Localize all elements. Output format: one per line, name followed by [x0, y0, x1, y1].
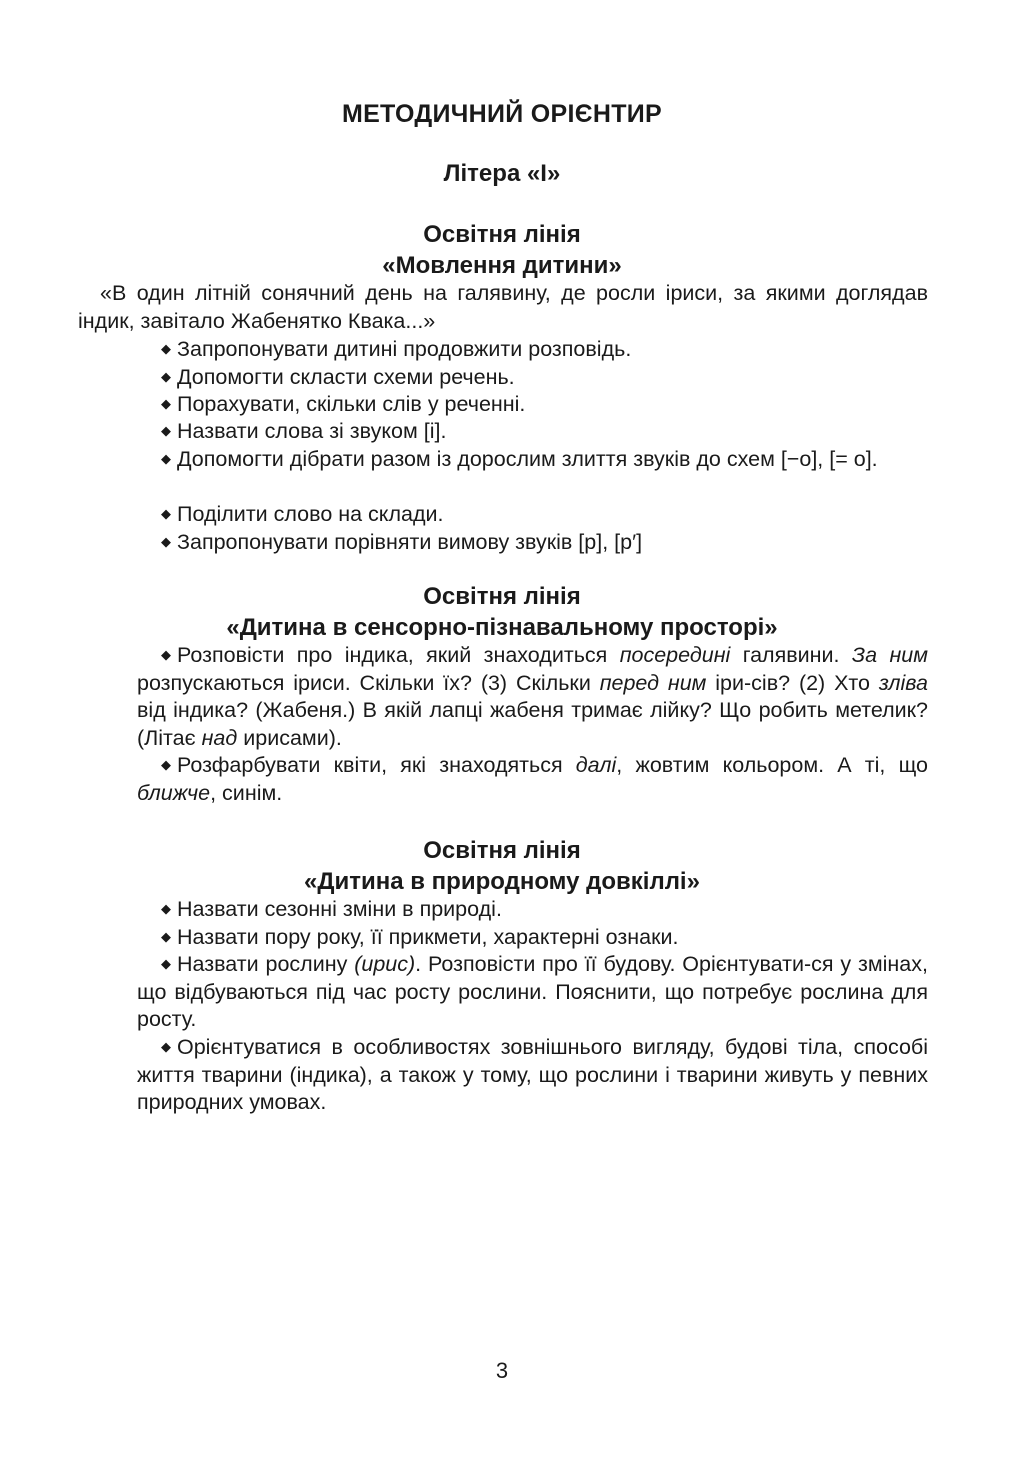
section1-item: ◆ Допомогти дібрати разом із дорослим злиття звуків до схем [−о], [= о].	[161, 447, 878, 471]
bullet-icon: ◆	[161, 956, 171, 971]
section1-heading-line2: «Мовлення дитини»	[382, 252, 622, 279]
section1-item: ◆ Запропонувати порівняти вимову звуків [р], [р′]	[161, 530, 643, 554]
bullet-icon: ◆	[161, 423, 171, 438]
section3-heading-line2: «Дитина в природному довкіллі»	[304, 868, 700, 895]
letter-heading: Літера «І»	[443, 160, 561, 187]
section3-paragraph-3: ◆ Назвати рослину (ирис). Розповісти про її будову. Орієнтувати-ся у змінах, що відбуваються під час росту рослини. Пояснити, що потребує рослина для росту.	[137, 952, 928, 1031]
bullet-icon: ◆	[161, 647, 171, 662]
bullet-icon: ◆	[161, 901, 171, 916]
section1-item: ◆ Допомогти скласти схеми речень.	[161, 365, 515, 389]
bullet-icon: ◆	[161, 534, 171, 549]
bullet-icon: ◆	[161, 506, 171, 521]
section1-item: ◆ Поділити слово на склади.	[161, 502, 444, 526]
section2-heading-line2: «Дитина в сенсорно-пізнавальному просторі»	[226, 614, 778, 641]
bullet-icon: ◆	[161, 369, 171, 384]
bullet-icon: ◆	[161, 451, 171, 466]
section1-intro: «В один літній сонячний день на галявину, де росли іриси, за якими доглядав індик, завітало Жабенятко Квака...»	[78, 281, 928, 333]
section1-item: ◆ Назвати слова зі звуком [і].	[161, 419, 447, 443]
section3-paragraph-4: ◆ Орієнтуватися в особливостях зовнішнього вигляду, будові тіла, способі життя тварини (індика), а також у тому, що рослини і тварини живуть у певних природних умовах.	[137, 1035, 928, 1114]
bullet-icon: ◆	[161, 1039, 171, 1054]
bullet-icon: ◆	[161, 757, 171, 772]
page-title: МЕТОДИЧНИЙ ОРІЄНТИР	[341, 100, 663, 128]
section3-item: ◆ Назвати пору року, її прикмети, характерні ознаки.	[161, 925, 679, 949]
bullet-icon: ◆	[161, 341, 171, 356]
bullet-icon: ◆	[161, 396, 171, 411]
bullet-icon: ◆	[161, 929, 171, 944]
page-number: 3	[495, 1358, 509, 1383]
section2-paragraph-1: ◆ Розповісти про індика, який знаходиться посередині галявини. За ним розпускаються іриси. Скільки їх? (3) Скільки перед ним іри-сів? (2) Хто зліва від індика? (Жабеня.) В якій лапці жабеня тримає лійку? Що робить метелик? (Літає над ирисами).	[137, 643, 929, 750]
section2-heading-line1: Освітня лінія	[423, 583, 581, 610]
section2-paragraph-2: ◆ Розфарбувати квіти, які знаходяться далі, жовтим кольором. А ті, що ближче, синім.	[137, 753, 928, 805]
section1-item: ◆ Запропонувати дитині продовжити розповідь.	[161, 337, 632, 361]
section3-heading-line1: Освітня лінія	[423, 837, 581, 864]
section1-heading-line1: Освітня лінія	[423, 221, 581, 248]
section3-item: ◆ Назвати сезонні зміни в природі.	[161, 897, 502, 921]
section1-item: ◆ Порахувати, скільки слів у реченні.	[161, 392, 526, 416]
